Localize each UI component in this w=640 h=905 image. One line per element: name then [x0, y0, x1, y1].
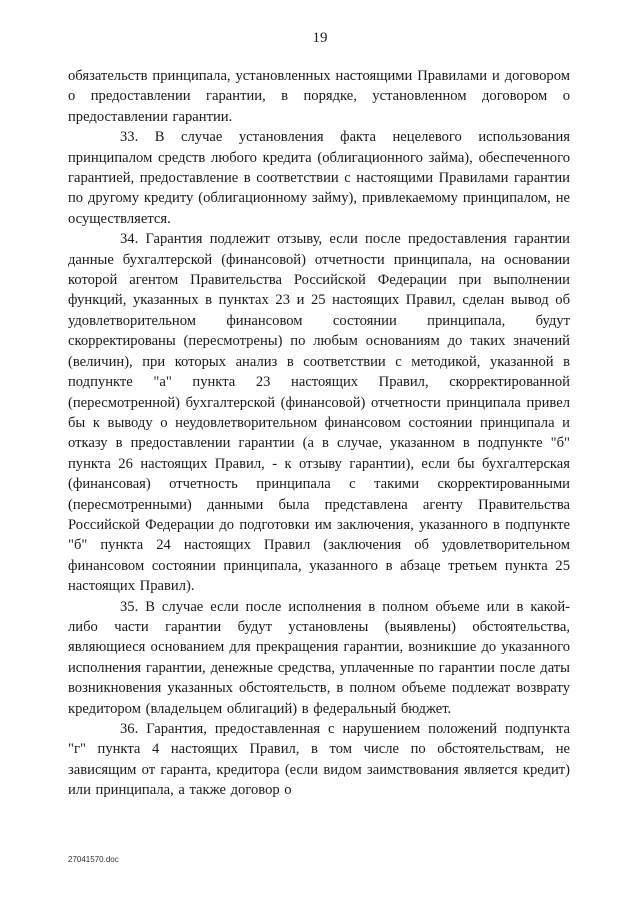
page-number: 19 — [312, 30, 328, 46]
footer-filename: 27041570.doc — [68, 855, 119, 864]
paragraph-33: 33. В случае установления факта нецелевого использования принципалом средств любого кредита (облигационного займа), обеспеченного гарантией, предоставление в соответствии с настоящими Правилами гарантии по другому кредиту (облигационному займу), привлекаемому принципалом, не осуществляется. — [68, 129, 570, 227]
document-body — [68, 66, 570, 801]
paragraph-continuation: обязательств принципала, установленных настоящими Правилами и договором о предоставлении гарантии, в порядке, установленном договором о предоставлении гарантии. — [68, 68, 570, 125]
paragraph-35: 35. В случае если после исполнения в полном объеме или в какой-либо части гарантии будут установлены (выявлены) обстоятельства, являющиеся основанием для прекращения гарантии, возникшие до указанного исполнения гарантии, денежные средства, уплаченные по гарантии после даты возникновения указанных обстоятельств, в полном объеме подлежат возврату кредитором (владельцем облигаций) в федеральный бюджет. — [68, 598, 570, 717]
paragraph-36: 36. Гарантия, предоставленная с нарушением положений подпункта "г" пункта 4 настоящих Правил, в том числе по обстоятельствам, не зависящим от гаранта, кредитора (если видом заимствования является кредит) или принципала, а также договор о — [68, 721, 570, 799]
paragraph-34: 34. Гарантия подлежит отзыву, если после предоставления гарантии данные бухгалтерской (финансовой) отчетности принципала, на основании которой агентом Правительства Российской Федерации при выполнении функций, указанных в пунктах 23 и 25 настоящих Правил, сделан вывод об удовлетворительном финансовом состоянии принципала, будут скорректированы (пересмотрены) по любым основаниям до таких значений (величин), при которых анализ в соответствии с методикой, указанной в подпункте "а" пункта 23 настоящих Правил, скорректированной (пересмотренной) бухгалтерской (финансовой) отчетности принципала привел бы к выводу о неудовлетворительном финансовом состоянии принципала и отказу в предоставлении гарантии (а в случае, указанном в подпункте "б" пункта 26 настоящих Правил, - к отзыву гарантии), если бы бухгалтерская (финансовая) отчетность принципала с такими скорректированными (пересмотренными) данными была представлена агенту Правительства Российской Федерации до подготовки им заключения, указанного в подпункте "б" пункта 24 настоящих Правил (заключения об удовлетворительном финансовом состоянии принципала, указанного в абзаце третьем пункта 25 настоящих Правил). — [68, 231, 570, 595]
